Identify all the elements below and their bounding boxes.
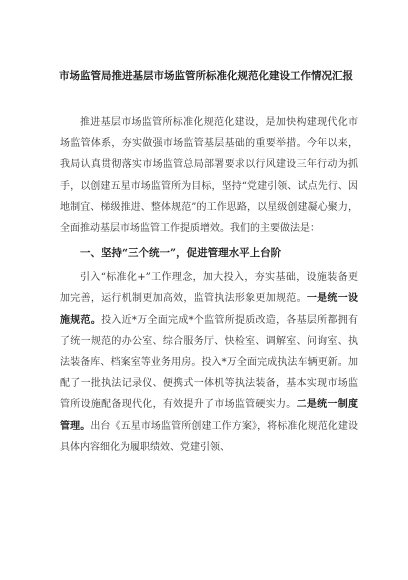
point-heading: 一是统一设施规范。 xyxy=(60,293,359,326)
document-body xyxy=(60,112,358,458)
paragraph-text: 出台《五星市场监管所创建工作方案》，将标准化规范化建设具体内容细化为履职绩效、党建引领、 xyxy=(60,420,359,453)
intro-paragraph: 推进基层市场监管所标准化规范化建设，是加快构建现代化市场监管体系，夯实做强市场监管基层基础的重要举措。今年以来，我局认真贯彻落实市场监管总局部署要求以行风建设三年行动为抓手，以创建五星市场监管所为目标，坚持“党建引领、试点先行、因地制宜、梯级推进、整体规范”的工作思路，以星级创建凝心聚力，全面推动基层市场监管工作提质增效。我们的主要做法是： xyxy=(60,117,358,235)
document-title: 市场监管局推进基层市场监管所标准化规范化建设工作情况汇报 xyxy=(59,70,353,82)
paragraph-text: 引入“标准化+”工作理念，加大投入，夯实基础，设施装备更加完善，运行机制更加高效，监管执法形象更加规范。 xyxy=(60,272,358,305)
paragraph-text: 投入近*万全面完成*个监管所提质改造，各基层所都拥有了统一规范的办公室、综合服务厅、快检室、调解室、问询室、执法装备库、档案室等业务用房。投入*万全面完成执法车辆更新。加配了一批执法记录仪、便携式一体机等执法装备，基本实现市场监管所设施配备现代化，有效提升了市场监管硬实力。 xyxy=(60,314,359,411)
section-paragraph xyxy=(60,267,358,458)
section-heading: 一、坚持“三个统一”，促进管理水平上台阶 xyxy=(80,247,282,260)
point-heading: 一制度管理。 xyxy=(60,399,359,432)
point-heading: 二是统 xyxy=(296,399,328,411)
